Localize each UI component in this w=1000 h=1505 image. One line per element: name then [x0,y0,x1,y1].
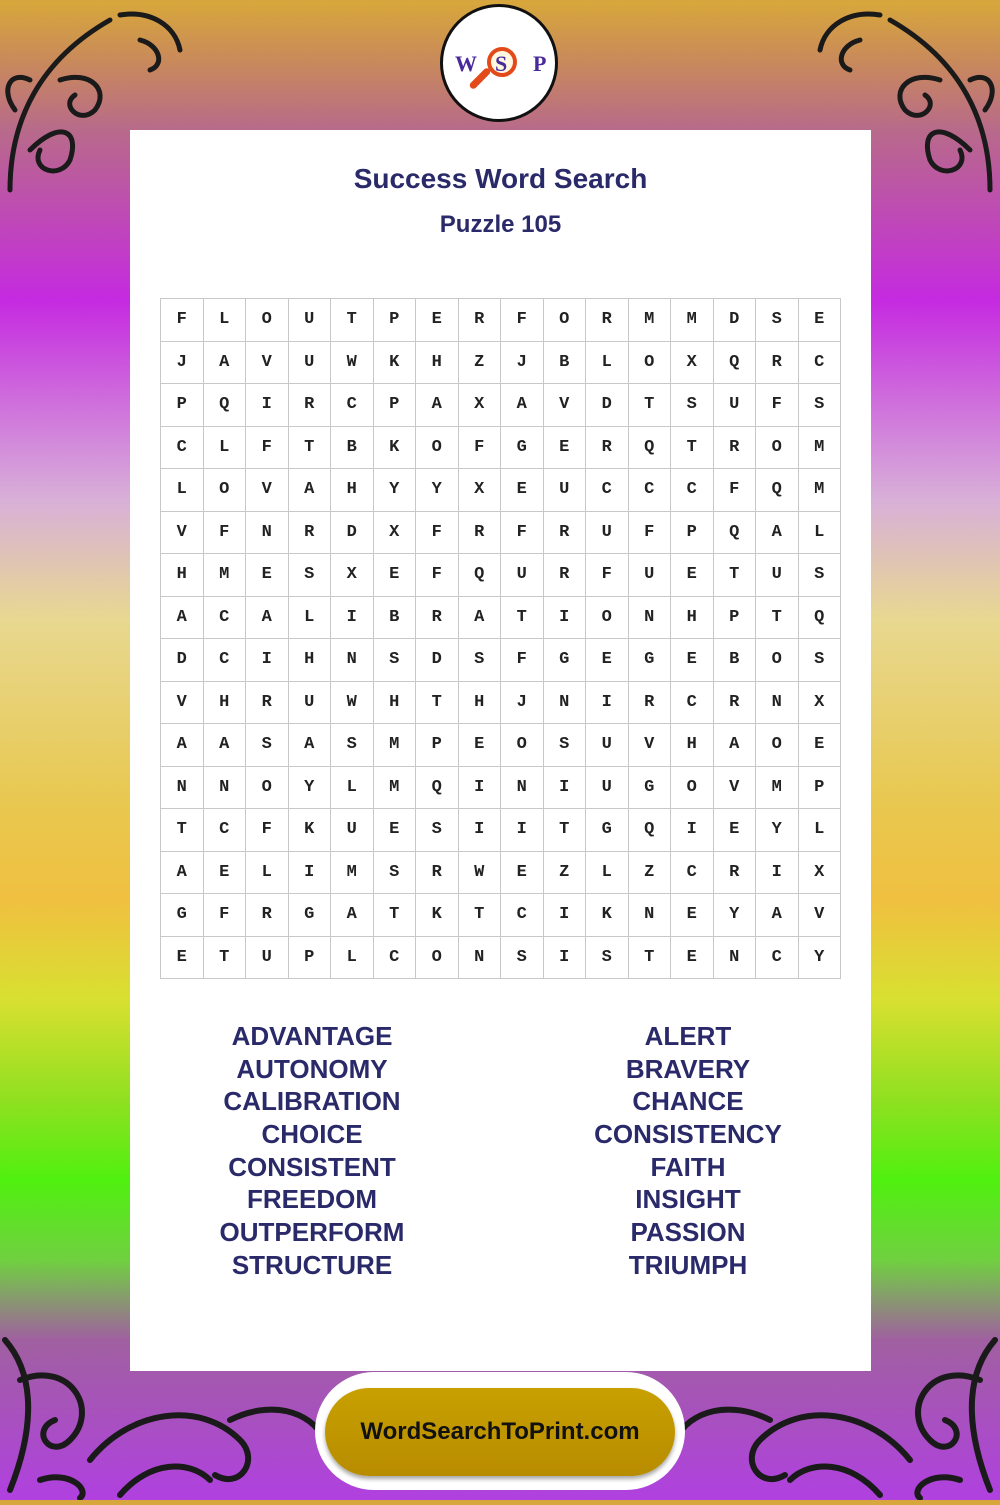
grid-cell[interactable]: F [246,809,289,852]
grid-cell[interactable]: G [628,639,671,682]
grid-cell[interactable]: T [458,894,501,937]
grid-cell[interactable]: E [373,809,416,852]
grid-cell[interactable]: S [671,384,714,427]
grid-cell[interactable]: F [501,511,544,554]
grid-cell[interactable]: D [161,639,204,682]
grid-cell[interactable]: M [798,426,841,469]
grid-cell[interactable]: E [543,426,586,469]
grid-cell[interactable]: C [586,469,629,512]
grid-cell[interactable]: A [161,596,204,639]
grid-row [161,426,841,469]
grid-cell[interactable]: T [203,936,246,979]
grid-cell[interactable]: G [586,809,629,852]
grid-cell[interactable]: L [203,299,246,342]
grid-cell[interactable]: O [543,299,586,342]
grid-cell[interactable]: E [713,809,756,852]
grid-cell[interactable]: K [373,341,416,384]
grid-cell[interactable]: T [288,426,331,469]
grid-cell[interactable]: E [671,936,714,979]
grid-cell[interactable]: Q [416,766,459,809]
grid-cell[interactable]: C [161,426,204,469]
grid-cell[interactable]: P [373,384,416,427]
grid-cell[interactable]: T [628,936,671,979]
grid-cell[interactable]: K [586,894,629,937]
grid-cell[interactable]: R [713,426,756,469]
grid-cell[interactable]: N [161,766,204,809]
grid-cell[interactable]: Z [543,851,586,894]
grid-cell[interactable]: M [331,851,374,894]
grid-cell[interactable]: B [373,596,416,639]
grid-row [161,766,841,809]
grid-cell[interactable]: V [246,341,289,384]
grid-cell[interactable]: A [203,724,246,767]
grid-cell[interactable]: C [628,469,671,512]
grid-cell[interactable]: C [501,894,544,937]
letter-grid [160,298,841,979]
page-title: Success Word Search [353,163,648,194]
grid-row [161,554,841,597]
grid-cell[interactable]: T [713,554,756,597]
grid-cell[interactable]: N [203,766,246,809]
word-item: ADVANTAGE [231,1021,393,1051]
grid-cell[interactable]: P [416,724,459,767]
grid-row [161,724,841,767]
grid-cell[interactable]: X [458,384,501,427]
grid-cell[interactable]: S [756,299,799,342]
grid-cell[interactable]: E [586,639,629,682]
grid-cell[interactable]: I [543,766,586,809]
grid-cell[interactable]: S [501,936,544,979]
grid-cell[interactable]: U [246,936,289,979]
grid-cell[interactable]: I [671,809,714,852]
grid-cell[interactable]: P [798,766,841,809]
grid-cell[interactable]: M [756,766,799,809]
wsp-logo[interactable] [440,4,558,122]
grid-cell[interactable]: O [756,724,799,767]
grid-cell[interactable]: S [798,554,841,597]
grid-cell[interactable]: E [501,469,544,512]
grid-cell[interactable]: I [586,681,629,724]
grid-cell[interactable]: F [161,299,204,342]
grid-cell[interactable]: E [458,724,501,767]
grid-cell[interactable]: A [713,724,756,767]
logo-letter-p: P [533,51,547,76]
grid-cell[interactable]: K [288,809,331,852]
grid-cell[interactable]: I [501,809,544,852]
grid-cell[interactable]: I [331,596,374,639]
grid-cell[interactable]: T [756,596,799,639]
word-item: CHOICE [261,1119,363,1150]
grid-cell[interactable]: A [416,384,459,427]
grid-cell[interactable]: A [203,341,246,384]
grid-cell[interactable]: C [798,341,841,384]
grid-cell[interactable]: F [756,384,799,427]
grid-cell[interactable]: T [543,809,586,852]
grid-cell[interactable]: E [671,894,714,937]
grid-cell[interactable]: G [543,639,586,682]
grid-cell[interactable]: J [501,341,544,384]
grid-cell[interactable]: A [501,384,544,427]
grid-cell[interactable]: N [543,681,586,724]
grid-cell[interactable]: B [331,426,374,469]
website-link-button[interactable]: WordSearchToPrint.com [325,1388,675,1476]
grid-cell[interactable]: Q [458,554,501,597]
grid-cell[interactable]: H [671,724,714,767]
grid-cell[interactable]: K [416,894,459,937]
grid-cell[interactable]: X [798,851,841,894]
grid-cell[interactable]: Z [458,341,501,384]
grid-cell[interactable]: I [246,384,289,427]
word-item: CONSISTENT [228,1151,396,1182]
word-item: STRUCTURE [231,1249,393,1280]
grid-cell[interactable]: F [416,511,459,554]
grid-cell[interactable]: X [373,511,416,554]
grid-cell[interactable]: V [543,384,586,427]
grid-cell[interactable]: I [756,851,799,894]
word-item: FAITH [650,1151,726,1182]
word-item: CALIBRATION [223,1086,401,1117]
grid-cell[interactable]: H [671,596,714,639]
grid-cell[interactable]: H [373,681,416,724]
grid-cell[interactable]: O [586,596,629,639]
grid-cell[interactable]: S [798,639,841,682]
puzzle-number: Puzzle 105 [439,211,562,238]
grid-cell[interactable]: G [501,426,544,469]
grid-cell[interactable]: E [501,851,544,894]
grid-cell[interactable]: X [671,341,714,384]
grid-cell[interactable]: Q [713,511,756,554]
grid-cell[interactable]: I [543,936,586,979]
grid-cell[interactable]: S [416,809,459,852]
grid-cell[interactable]: U [288,341,331,384]
grid-cell[interactable]: Y [713,894,756,937]
grid-cell[interactable]: D [331,511,374,554]
word-item: PASSION [630,1217,746,1248]
word-item: CHANCE [632,1086,744,1117]
grid-cell[interactable]: M [373,724,416,767]
grid-row [161,299,841,342]
grid-cell[interactable]: O [246,299,289,342]
grid-cell[interactable]: U [586,511,629,554]
grid-cell[interactable]: C [671,469,714,512]
grid-cell[interactable]: L [798,511,841,554]
grid-cell[interactable]: E [416,299,459,342]
grid-cell[interactable]: O [416,936,459,979]
grid-cell[interactable]: Q [756,469,799,512]
grid-cell[interactable]: V [161,511,204,554]
grid-cell[interactable]: N [458,936,501,979]
grid-row [161,469,841,512]
grid-cell[interactable]: L [331,936,374,979]
grid-cell[interactable]: A [161,724,204,767]
grid-cell[interactable]: X [331,554,374,597]
grid-cell[interactable]: Q [203,384,246,427]
grid-cell[interactable]: U [586,724,629,767]
grid-cell[interactable]: N [331,639,374,682]
grid-cell[interactable]: R [458,299,501,342]
word-item: TRIUMPH [628,1249,748,1280]
grid-cell[interactable]: B [543,341,586,384]
grid-cell[interactable]: S [373,851,416,894]
grid-cell[interactable]: Y [373,469,416,512]
grid-cell[interactable]: M [373,766,416,809]
grid-cell[interactable]: K [373,426,416,469]
grid-cell[interactable]: Y [416,469,459,512]
grid-cell[interactable]: T [416,681,459,724]
grid-cell[interactable]: T [373,894,416,937]
grid-cell[interactable]: A [246,596,289,639]
grid-cell[interactable]: S [246,724,289,767]
word-item: AUTONOMY [236,1053,388,1084]
grid-cell[interactable]: S [373,639,416,682]
grid-cell[interactable]: N [756,681,799,724]
grid-cell[interactable]: C [756,936,799,979]
grid-cell[interactable]: X [798,681,841,724]
grid-cell[interactable]: A [331,894,374,937]
grid-cell[interactable]: T [501,596,544,639]
grid-cell[interactable]: T [161,809,204,852]
grid-cell[interactable]: J [501,681,544,724]
grid-cell[interactable]: E [161,936,204,979]
grid-cell[interactable]: E [373,554,416,597]
grid-row [161,639,841,682]
grid-row [161,596,841,639]
grid-cell[interactable]: I [288,851,331,894]
grid-cell[interactable]: R [543,554,586,597]
grid-cell[interactable]: D [586,384,629,427]
grid-row [161,809,841,852]
grid-cell[interactable]: U [501,554,544,597]
grid-cell[interactable]: C [671,851,714,894]
grid-cell[interactable]: F [416,554,459,597]
grid-cell[interactable]: O [246,766,289,809]
grid-cell[interactable]: I [246,639,289,682]
word-item: ALERT [644,1021,732,1051]
grid-cell[interactable]: D [416,639,459,682]
grid-row [161,384,841,427]
grid-cell[interactable]: L [246,851,289,894]
grid-cell[interactable]: U [543,469,586,512]
grid-cell[interactable]: A [756,511,799,554]
grid-cell[interactable]: A [288,469,331,512]
grid-cell[interactable]: C [671,681,714,724]
grid-cell[interactable]: U [713,384,756,427]
grid-cell[interactable]: P [713,596,756,639]
word-item: OUTPERFORM [219,1217,405,1248]
grid-cell[interactable]: G [628,766,671,809]
grid-cell[interactable]: J [161,341,204,384]
grid-cell[interactable]: U [756,554,799,597]
grid-cell[interactable]: H [331,469,374,512]
grid-cell[interactable]: W [331,341,374,384]
grid-cell[interactable]: R [713,681,756,724]
grid-cell[interactable]: I [458,766,501,809]
grid-cell[interactable]: V [161,681,204,724]
grid-cell[interactable]: P [288,936,331,979]
grid-cell[interactable]: R [756,341,799,384]
grid-cell[interactable]: F [501,639,544,682]
grid-cell[interactable]: R [416,596,459,639]
puzzle-sheet [130,130,871,1371]
grid-cell[interactable]: C [203,596,246,639]
grid-cell[interactable]: C [203,639,246,682]
grid-cell[interactable]: N [628,894,671,937]
word-item: FREEDOM [247,1184,377,1215]
grid-cell[interactable]: N [246,511,289,554]
grid-cell[interactable]: X [458,469,501,512]
logo-letter-s: S [495,51,508,76]
grid-cell[interactable]: V [798,894,841,937]
grid-cell[interactable]: O [756,426,799,469]
grid-cell[interactable]: I [543,596,586,639]
word-list-right [538,1020,838,1282]
grid-cell[interactable]: C [373,936,416,979]
grid-cell[interactable]: Q [628,809,671,852]
grid-cell[interactable]: L [586,851,629,894]
grid-cell[interactable]: M [671,299,714,342]
grid-cell[interactable]: L [331,766,374,809]
grid-cell[interactable]: O [203,469,246,512]
grid-cell[interactable]: H [416,341,459,384]
word-list-left [162,1020,462,1282]
grid-cell[interactable]: R [458,511,501,554]
grid-cell[interactable]: P [373,299,416,342]
grid-cell[interactable]: E [798,724,841,767]
grid-cell[interactable]: S [288,554,331,597]
grid-cell[interactable]: O [501,724,544,767]
grid-cell[interactable]: N [628,596,671,639]
grid-cell[interactable]: U [331,809,374,852]
grid-cell[interactable]: V [628,724,671,767]
grid-cell[interactable]: R [288,511,331,554]
grid-cell[interactable]: L [203,426,246,469]
grid-cell[interactable]: T [628,384,671,427]
grid-cell[interactable]: Y [798,936,841,979]
grid-row [161,894,841,937]
word-item: CONSISTENCY [594,1119,782,1150]
grid-cell[interactable]: A [756,894,799,937]
grid-cell[interactable]: E [246,554,289,597]
grid-cell[interactable]: U [586,766,629,809]
grid-cell[interactable]: O [416,426,459,469]
grid-cell[interactable]: E [671,554,714,597]
grid-cell[interactable]: R [543,511,586,554]
grid-cell[interactable]: S [543,724,586,767]
grid-cell[interactable]: F [501,299,544,342]
grid-cell[interactable]: A [458,596,501,639]
grid-row [161,341,841,384]
grid-cell[interactable]: Q [713,341,756,384]
grid-cell[interactable]: E [203,851,246,894]
grid-cell[interactable]: C [331,384,374,427]
grid-cell[interactable]: N [501,766,544,809]
grid-row [161,851,841,894]
grid-cell[interactable]: U [288,681,331,724]
grid-cell[interactable]: W [331,681,374,724]
grid-cell[interactable]: O [671,766,714,809]
grid-cell[interactable]: R [288,384,331,427]
grid-cell[interactable]: G [161,894,204,937]
grid-cell[interactable]: M [628,299,671,342]
grid-cell[interactable]: L [288,596,331,639]
grid-cell[interactable]: S [798,384,841,427]
grid-cell[interactable]: I [543,894,586,937]
grid-cell[interactable]: Q [628,426,671,469]
logo-letter-w: W [455,51,477,76]
grid-cell[interactable]: S [331,724,374,767]
grid-cell[interactable]: I [458,809,501,852]
grid-cell[interactable]: H [458,681,501,724]
grid-cell[interactable]: C [203,809,246,852]
grid-cell[interactable]: F [586,554,629,597]
grid-cell[interactable]: F [458,426,501,469]
grid-cell[interactable]: S [458,639,501,682]
grid-cell[interactable]: U [288,299,331,342]
grid-cell[interactable]: T [671,426,714,469]
grid-cell[interactable]: R [713,851,756,894]
grid-cell[interactable]: E [798,299,841,342]
grid-cell[interactable]: F [203,894,246,937]
grid-cell[interactable]: R [416,851,459,894]
grid-cell[interactable]: B [713,639,756,682]
grid-cell[interactable]: S [586,936,629,979]
grid-cell[interactable]: F [713,469,756,512]
grid-cell[interactable]: F [246,426,289,469]
grid-cell[interactable]: R [628,681,671,724]
grid-cell[interactable]: O [756,639,799,682]
grid-cell[interactable]: M [203,554,246,597]
word-item: BRAVERY [625,1053,751,1084]
grid-cell[interactable]: R [586,426,629,469]
grid-cell[interactable]: P [161,384,204,427]
grid-cell[interactable]: Z [628,851,671,894]
grid-row [161,936,841,979]
grid-cell[interactable]: M [798,469,841,512]
grid-cell[interactable]: Y [756,809,799,852]
grid-cell[interactable]: R [246,681,289,724]
grid-cell[interactable]: A [161,851,204,894]
grid-cell[interactable]: F [203,511,246,554]
grid-cell[interactable]: V [713,766,756,809]
grid-cell[interactable]: H [203,681,246,724]
grid-cell[interactable]: R [586,299,629,342]
grid-cell[interactable]: A [288,724,331,767]
grid-cell[interactable]: H [161,554,204,597]
grid-cell[interactable]: W [458,851,501,894]
grid-cell[interactable]: O [628,341,671,384]
grid-cell[interactable]: D [713,299,756,342]
grid-cell[interactable]: L [586,341,629,384]
grid-cell[interactable]: E [671,639,714,682]
word-item: INSIGHT [635,1184,741,1215]
grid-cell[interactable]: V [246,469,289,512]
grid-cell[interactable]: L [161,469,204,512]
grid-row [161,681,841,724]
grid-cell[interactable]: H [288,639,331,682]
grid-cell[interactable]: G [288,894,331,937]
grid-cell[interactable]: F [628,511,671,554]
grid-cell[interactable]: P [671,511,714,554]
grid-cell[interactable]: N [713,936,756,979]
grid-row [161,511,841,554]
grid-cell[interactable]: T [331,299,374,342]
grid-cell[interactable]: U [628,554,671,597]
grid-cell[interactable]: Y [288,766,331,809]
grid-cell[interactable]: Q [798,596,841,639]
grid-cell[interactable]: L [798,809,841,852]
grid-cell[interactable]: R [246,894,289,937]
